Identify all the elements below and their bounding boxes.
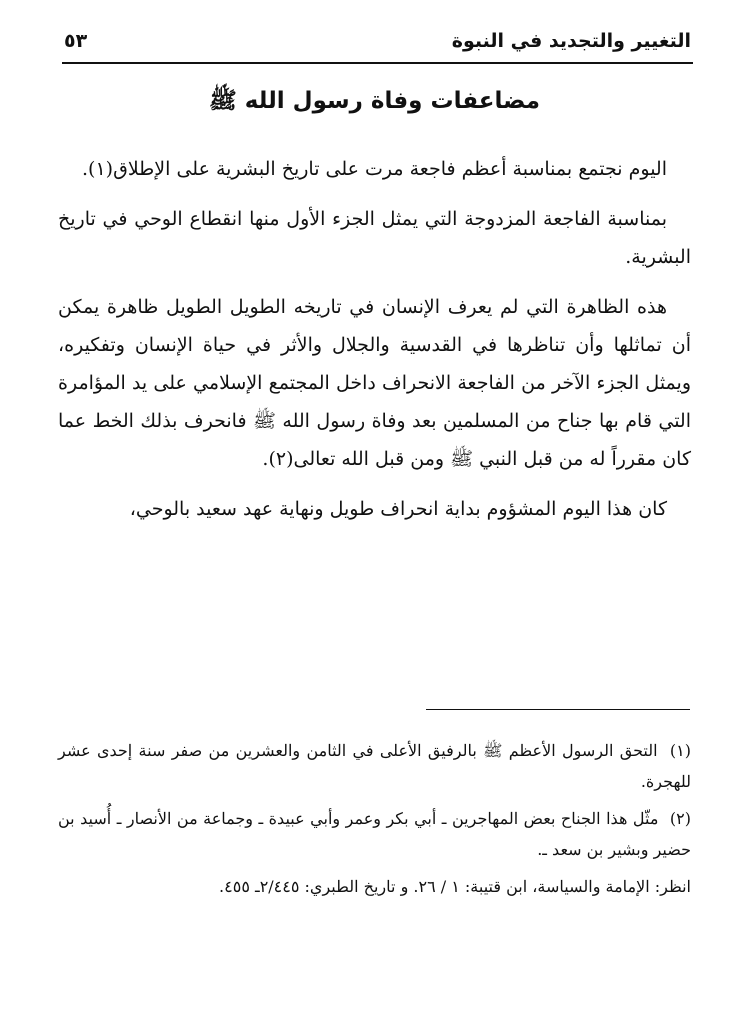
body-paragraph: اليوم نجتمع بمناسبة أعظم فاجعة مرت على تاريخ البشرية على الإطلاق(١). [82, 158, 667, 180]
running-header-title: التغيير والتجديد في النبوة [451, 30, 691, 52]
page-number: ٥٣ [64, 30, 88, 52]
footnote [58, 803, 691, 865]
body-text [58, 150, 691, 540]
header-divider [62, 62, 693, 64]
section-title: مضاعفات وفاة رسول الله ﷺ [208, 88, 541, 114]
footnote-text: التحق الرسول الأعظم ﷺ بالرفيق الأعلى في الثامن والعشرين من صفر سنة إحدى عشر للهجرة. [58, 741, 691, 791]
body-paragraph: كان هذا اليوم المشؤوم بداية انحراف طويل ونهاية عهد سعيد بالوحي، [129, 498, 667, 520]
footnote [58, 735, 691, 797]
footnote-text: مثّل هذا الجناح بعض المهاجرين ـ أبي بكر وعمر وأبي عبيدة ـ وجماعة من الأنصار ـ أُسيد بن حضير وبشير بن سعد ـ. [58, 809, 691, 859]
footnote-divider [426, 709, 690, 710]
footnote-number: (١) [669, 741, 691, 760]
running-header [64, 28, 691, 60]
footnote-reference: انظر: الإمامة والسياسة، ابن قتيبة: ١ / ٢٦. و تاريخ الطبري: ٢/٤٤٥ـ ٤٥٥. [219, 877, 691, 896]
body-paragraph: هذه الظاهرة التي لم يعرف الإنسان في تاريخه الطويل الطويل ظاهرة يمكن أن تماثلها وأن تناظرها في القدسية والجلال والأثر في حياة الإنسان وتفكيره، ويمثل الجزء الآخر من الفاجعة الانحراف داخل المجتمع الإسلامي على يد المؤامرة التي قام بها جناح من المسلمين بعد وفاة رسول الله ﷺ فانحرف بذلك الخط عما كان مقرراً له من قبل النبي ﷺ ومن قبل الله تعالى(٢). [58, 296, 691, 470]
footnotes [58, 735, 691, 908]
footnote-number: (٢) [669, 809, 691, 828]
body-paragraph: بمناسبة الفاجعة المزدوجة التي يمثل الجزء الأول منها انقطاع الوحي في تاريخ البشرية. [58, 208, 691, 268]
